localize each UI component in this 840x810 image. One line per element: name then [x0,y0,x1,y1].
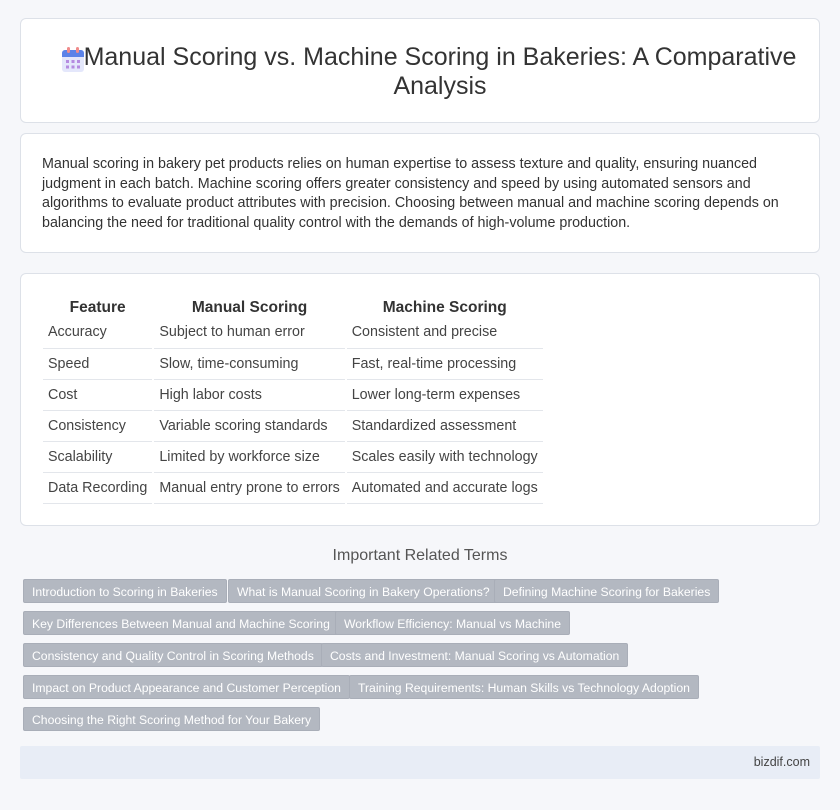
table-cell: Scalability [43,441,152,472]
table-cell: High labor costs [154,379,344,410]
table-row [43,348,543,379]
column-header: Feature [69,299,126,316]
table-cell: Fast, real-time processing [347,348,543,379]
comparison-card [20,273,820,526]
related-term-tag[interactable]: Defining Machine Scoring for Bakeries [494,579,719,603]
related-term-tag[interactable]: Consistency and Quality Control in Scoring Methods [23,643,323,667]
related-term-tag[interactable]: Training Requirements: Human Skills vs Technology Adoption [349,675,699,699]
table-row [43,379,543,410]
table-row [43,410,543,441]
intro-text: Manual scoring in bakery pet products relies on human expertise to assess texture and quality, ensuring nuanced judgment in each batch. Machine scoring offers greater consistency and speed by using automated sensors and algorithms to evaluate product attributes with precision. Choosing between manual and machine scoring depends on balancing the need for traditional quality control with the demands of high-volume production. [42,156,779,231]
table-cell: Speed [43,348,152,379]
table-cell: Slow, time-consuming [154,348,344,379]
table-header-row [43,298,543,317]
table-cell: Limited by workforce size [154,441,344,472]
related-term-tag[interactable]: Costs and Investment: Manual Scoring vs Automation [321,643,628,667]
footer-site[interactable]: bizdif.com [753,755,810,769]
table-cell: Subject to human error [154,317,344,348]
related-term-tag[interactable]: Workflow Efficiency: Manual vs Machine [335,611,570,635]
table-cell: Automated and accurate logs [347,472,543,503]
header-card [20,18,820,123]
footer [20,746,820,779]
column-header: Machine Scoring [382,299,507,316]
comparison-table [43,298,543,504]
table-cell: Data Recording [43,472,152,503]
related-term-tag[interactable]: Choosing the Right Scoring Method for Your Bakery [23,707,320,731]
table-cell: Accuracy [43,317,152,348]
table-row [43,441,543,472]
intro-card [20,133,820,253]
related-term-tag[interactable]: What is Manual Scoring in Bakery Operations? [228,579,499,603]
page-title: Manual Scoring vs. Machine Scoring in Bakeries: A Comparative Analysis [83,43,797,100]
table-cell: Scales easily with technology [347,441,543,472]
table-cell: Lower long-term expenses [347,379,543,410]
table-row [43,472,543,503]
table-cell: Consistency [43,410,152,441]
table-cell: Variable scoring standards [154,410,344,441]
table-cell: Standardized assessment [347,410,543,441]
table-cell: Consistent and precise [347,317,543,348]
table-row [43,317,543,348]
related-terms-title: Important Related Terms [332,547,508,564]
column-header: Manual Scoring [191,299,308,316]
table-cell: Manual entry prone to errors [154,472,344,503]
related-term-tag[interactable]: Introduction to Scoring in Bakeries [23,579,227,603]
table-cell: Cost [43,379,152,410]
related-term-tag[interactable]: Key Differences Between Manual and Machine Scoring [23,611,339,635]
related-term-tag[interactable]: Impact on Product Appearance and Customer Perception [23,675,350,699]
